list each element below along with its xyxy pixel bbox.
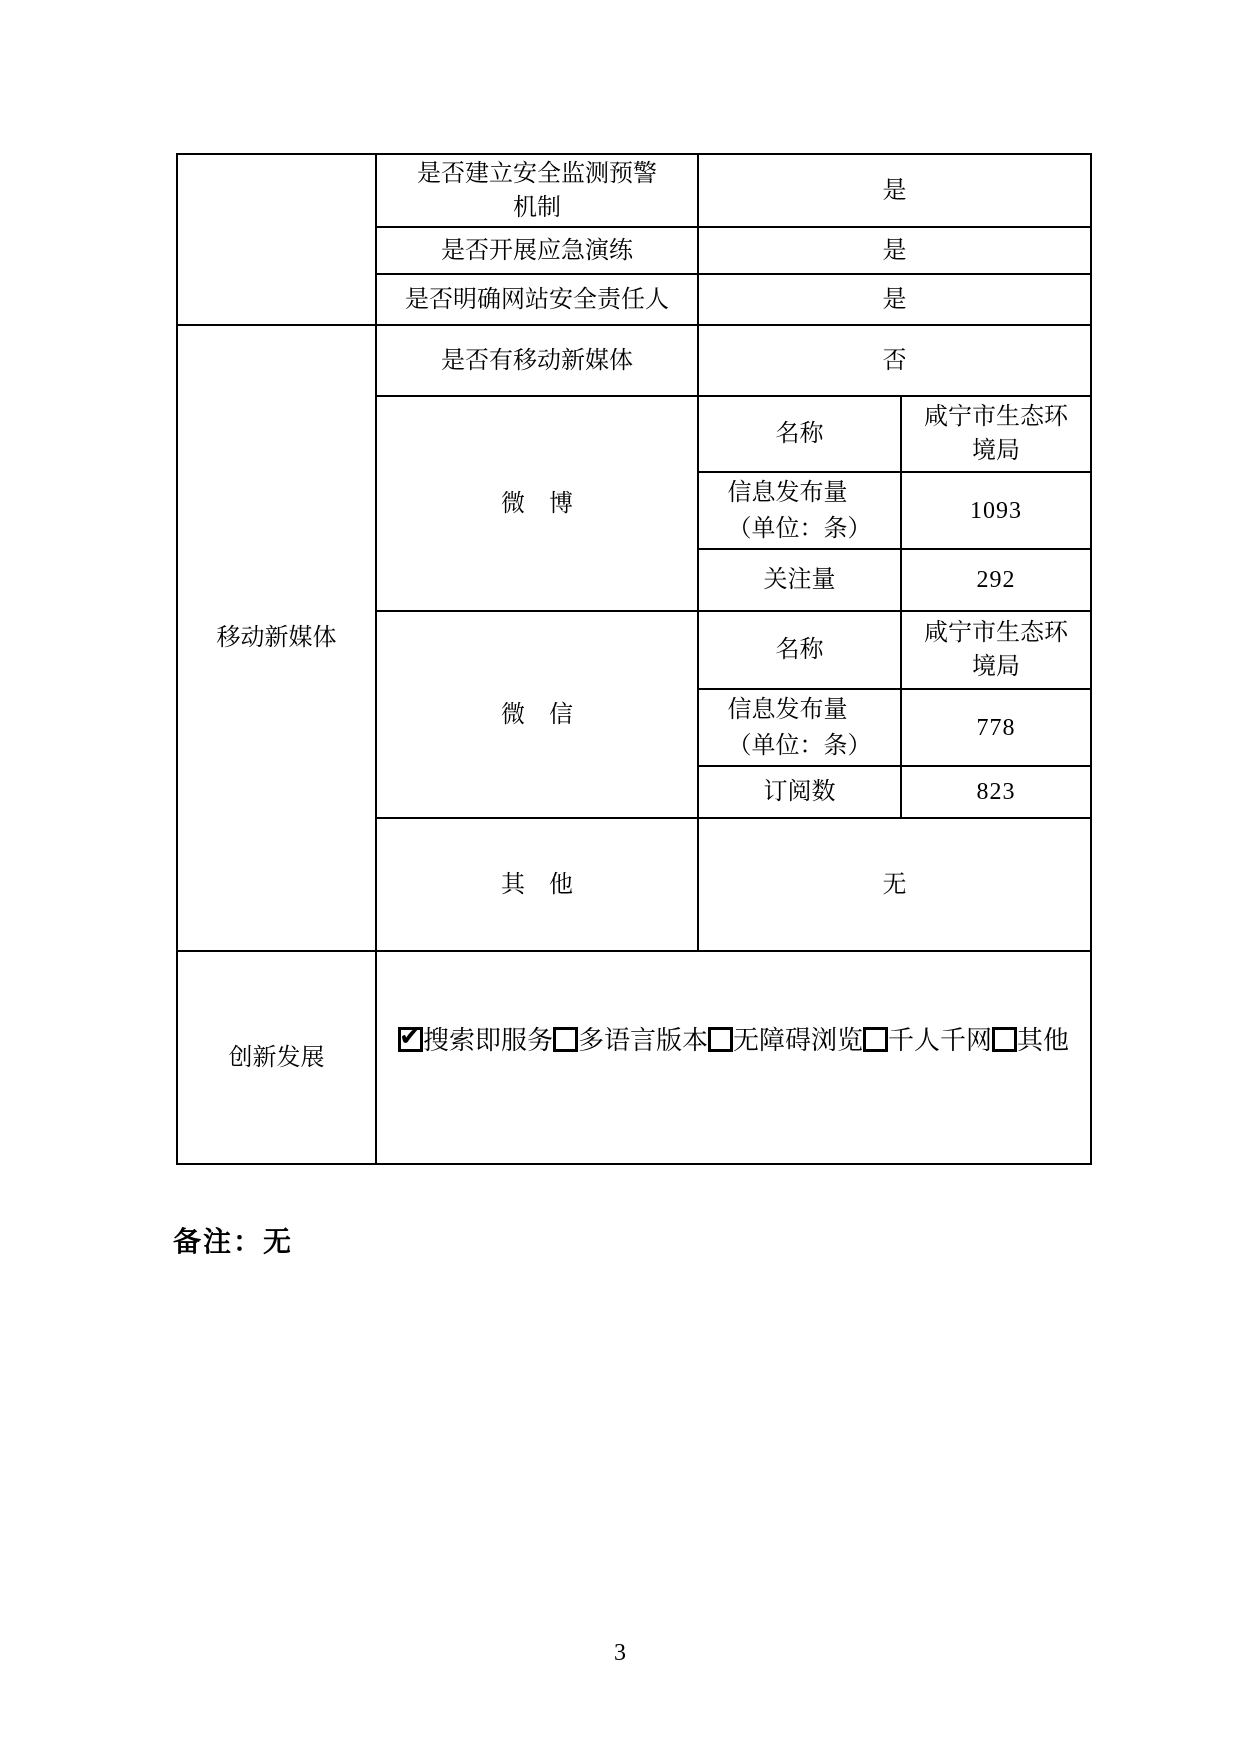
option-label-personalized-web: 千人千网 bbox=[888, 1025, 993, 1055]
mobile-section-header: 移动新媒体 bbox=[177, 325, 376, 951]
table-row bbox=[177, 154, 1091, 227]
checkbox-multilingual[interactable] bbox=[553, 1027, 578, 1052]
innovation-options-cell bbox=[376, 951, 1091, 1164]
has-mobile-label: 是否有移动新媒体 bbox=[376, 325, 698, 396]
option-label-search-as-service: 搜索即服务 bbox=[422, 1025, 553, 1055]
other-media-value: 无 bbox=[698, 818, 1091, 951]
wechat-posts-label: 信息发布量 （单位：条） bbox=[698, 689, 901, 766]
option-label-other: 其他 bbox=[1017, 1025, 1070, 1055]
table-row bbox=[177, 951, 1091, 1164]
checkbox-other[interactable] bbox=[992, 1027, 1017, 1052]
weibo-followers-value: 292 bbox=[901, 549, 1091, 611]
weibo-name-label: 名称 bbox=[698, 396, 901, 472]
note-line bbox=[173, 1220, 293, 1260]
checkbox-search-as-service[interactable] bbox=[398, 1027, 423, 1052]
report-table bbox=[176, 153, 1092, 1165]
innovation-section-header: 创新发展 bbox=[177, 951, 376, 1164]
wechat-subscribers-label: 订阅数 bbox=[698, 766, 901, 818]
security-q3-label: 是否明确网站安全责任人 bbox=[376, 274, 698, 325]
note-value: 无 bbox=[263, 1227, 294, 1258]
weibo-label: 微 博 bbox=[376, 396, 698, 611]
security-section-header-cell bbox=[177, 154, 376, 325]
wechat-posts-value: 778 bbox=[901, 689, 1091, 766]
weibo-name-value: 咸宁市生态环境局 bbox=[901, 396, 1091, 472]
wechat-label: 微 信 bbox=[376, 611, 698, 818]
table-row bbox=[177, 325, 1091, 396]
wechat-name-value: 咸宁市生态环境局 bbox=[901, 611, 1091, 689]
has-mobile-value: 否 bbox=[698, 325, 1091, 396]
option-label-multilingual: 多语言版本 bbox=[577, 1025, 708, 1055]
weibo-posts-label: 信息发布量 （单位：条） bbox=[698, 472, 901, 549]
weibo-followers-label: 关注量 bbox=[698, 549, 901, 611]
option-label-accessibility: 无障碍浏览 bbox=[732, 1025, 863, 1055]
wechat-subscribers-value: 823 bbox=[901, 766, 1091, 818]
security-q2-label: 是否开展应急演练 bbox=[376, 227, 698, 274]
weibo-posts-value: 1093 bbox=[901, 472, 1091, 549]
note-label: 备注： bbox=[173, 1227, 264, 1258]
security-q1-label: 是否建立安全监测预警机制 bbox=[376, 154, 698, 227]
security-q1-value: 是 bbox=[698, 154, 1091, 227]
page-number: 3 bbox=[614, 1640, 626, 1666]
checkbox-accessibility[interactable] bbox=[708, 1027, 733, 1052]
checkbox-personalized-web[interactable] bbox=[863, 1027, 888, 1052]
security-q3-value: 是 bbox=[698, 274, 1091, 325]
wechat-name-label: 名称 bbox=[698, 611, 901, 689]
innovation-options-line bbox=[377, 1026, 1090, 1056]
security-q2-value: 是 bbox=[698, 227, 1091, 274]
other-media-label: 其 他 bbox=[376, 818, 698, 951]
